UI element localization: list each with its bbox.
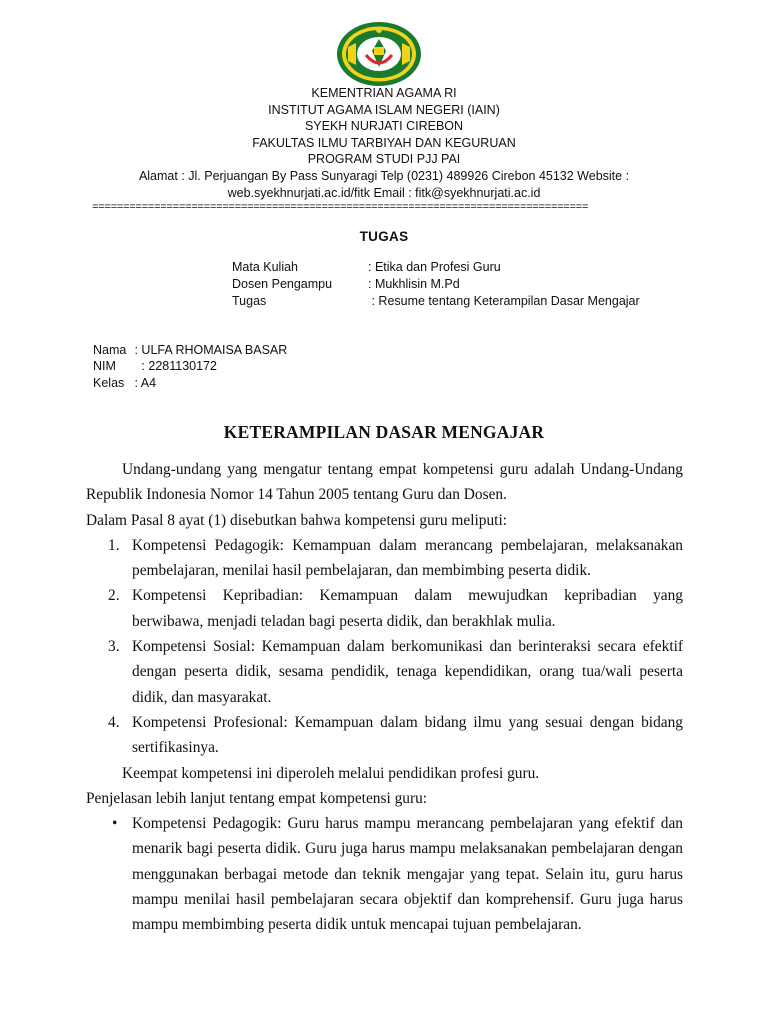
assignment-info <box>232 259 640 310</box>
closing-paragraph: Keempat kompetensi ini diperoleh melalui pendidikan profesi guru. <box>122 764 540 782</box>
student-row-nim <box>93 358 287 374</box>
student-value: : ULFA RHOMAISA BASAR <box>131 343 288 357</box>
student-row-class <box>93 375 287 391</box>
student-row-name <box>93 342 287 358</box>
list-number: 2. <box>108 587 120 605</box>
list-item <box>86 583 683 634</box>
list-number: 1. <box>108 536 120 554</box>
info-row-task <box>232 293 640 310</box>
student-label: Kelas <box>93 375 125 390</box>
document-body <box>86 457 683 938</box>
assignment-title: TUGAS <box>359 229 409 244</box>
list-item <box>86 710 683 761</box>
letterhead-divider: ================================================================================ <box>92 202 589 214</box>
letterhead-web-email: web.syekhnurjati.ac.id/fitk Email : fitk@syekhnurjati.ac.id <box>227 185 541 200</box>
list-text: Kompetensi Kepribadian: Kemampuan dalam mewujudkan kepribadian yang berwibawa, menjadi teladan bagi peserta didik, dan berakhlak mulia. <box>132 587 683 630</box>
pasal-paragraph: Dalam Pasal 8 ayat (1) disebutkan bahwa kompetensi guru meliputi: <box>86 511 508 529</box>
info-label: Dosen Pengampu <box>232 277 333 291</box>
info-value: : Etika dan Profesi Guru <box>368 260 501 274</box>
info-row-lecturer <box>232 276 640 293</box>
info-label: Mata Kuliah <box>232 260 299 274</box>
competency-list <box>86 533 683 761</box>
student-value: : 2281130172 <box>131 359 217 374</box>
explanation-list <box>86 811 683 937</box>
explanation-intro: Penjelasan lebih lanjut tentang empat kompetensi guru: <box>86 789 428 807</box>
list-number: 4. <box>108 713 120 731</box>
list-text: Kompetensi Pedagogik: Guru harus mampu merancang pembelajaran yang efektif dan menarik bagi peserta didik. Guru juga harus mampu melaksanakan pembelajaran dengan menggunakan berbagai metode dan teknik mengajar yang tepat. Selain itu, guru harus mampu menilai hasil pembelajaran secara objektif dan komprehensif. Guru juga harus mampu membimbing peserta didik untuk mencapai tujuan pembelajaran. <box>132 815 683 934</box>
list-text: Kompetensi Sosial: Kemampuan dalam berkomunikasi dan berinteraksi secara efektif dengan peserta didik, sesama pendidik, tenaga kependidikan, orang tua/wali peserta didik, dan masyarakat. <box>132 638 683 706</box>
list-item <box>86 634 683 710</box>
letterhead-ministry: KEMENTRIAN AGAMA RI <box>311 86 457 100</box>
bullet-icon: • <box>112 815 118 833</box>
info-value: : Resume tentang Keterampilan Dasar Mengajar <box>368 294 640 308</box>
info-value: : Mukhlisin M.Pd <box>368 277 460 291</box>
list-item <box>86 533 683 584</box>
info-row-course <box>232 259 640 276</box>
list-item <box>86 811 683 937</box>
letterhead-institute-name: SYEKH NURJATI CIREBON <box>304 119 464 134</box>
student-label: Nama <box>93 343 127 357</box>
letterhead-program: PROGRAM STUDI PJJ PAI <box>307 152 461 167</box>
list-text: Kompetensi Pedagogik: Kemampuan dalam merancang pembelajaran, melaksanakan pembelajaran, menilai hasil pembelajaran, dan membimbing peserta didik. <box>132 536 683 580</box>
student-label: NIM <box>93 359 116 374</box>
letterhead-address: Alamat : Jl. Perjuangan By Pass Sunyaragi Telp (0231) 489926 Cirebon 45132 Website : <box>138 168 630 183</box>
iain-logo <box>336 21 422 87</box>
student-info <box>93 342 287 391</box>
list-number: 3. <box>108 638 120 656</box>
letterhead-faculty: FAKULTAS ILMU TARBIYAH DAN KEGURUAN <box>252 135 516 150</box>
student-value: : A4 <box>131 375 157 390</box>
intro-paragraph: Undang-undang yang mengatur tentang empat kompetensi guru adalah Undang-Undang Republik Indonesia Nomor 14 Tahun 2005 tentang Guru dan Dosen. <box>86 461 683 504</box>
list-text: Kompetensi Profesional: Kemampuan dalam bidang ilmu yang sesuai dengan bidang sertifikasinya. <box>132 713 683 757</box>
letterhead <box>60 85 708 201</box>
info-label: Tugas <box>232 294 267 308</box>
document-heading: KETERAMPILAN DASAR MENGAJAR <box>223 422 545 442</box>
letterhead-institute: INSTITUT AGAMA ISLAM NEGERI (IAIN) <box>268 102 500 117</box>
